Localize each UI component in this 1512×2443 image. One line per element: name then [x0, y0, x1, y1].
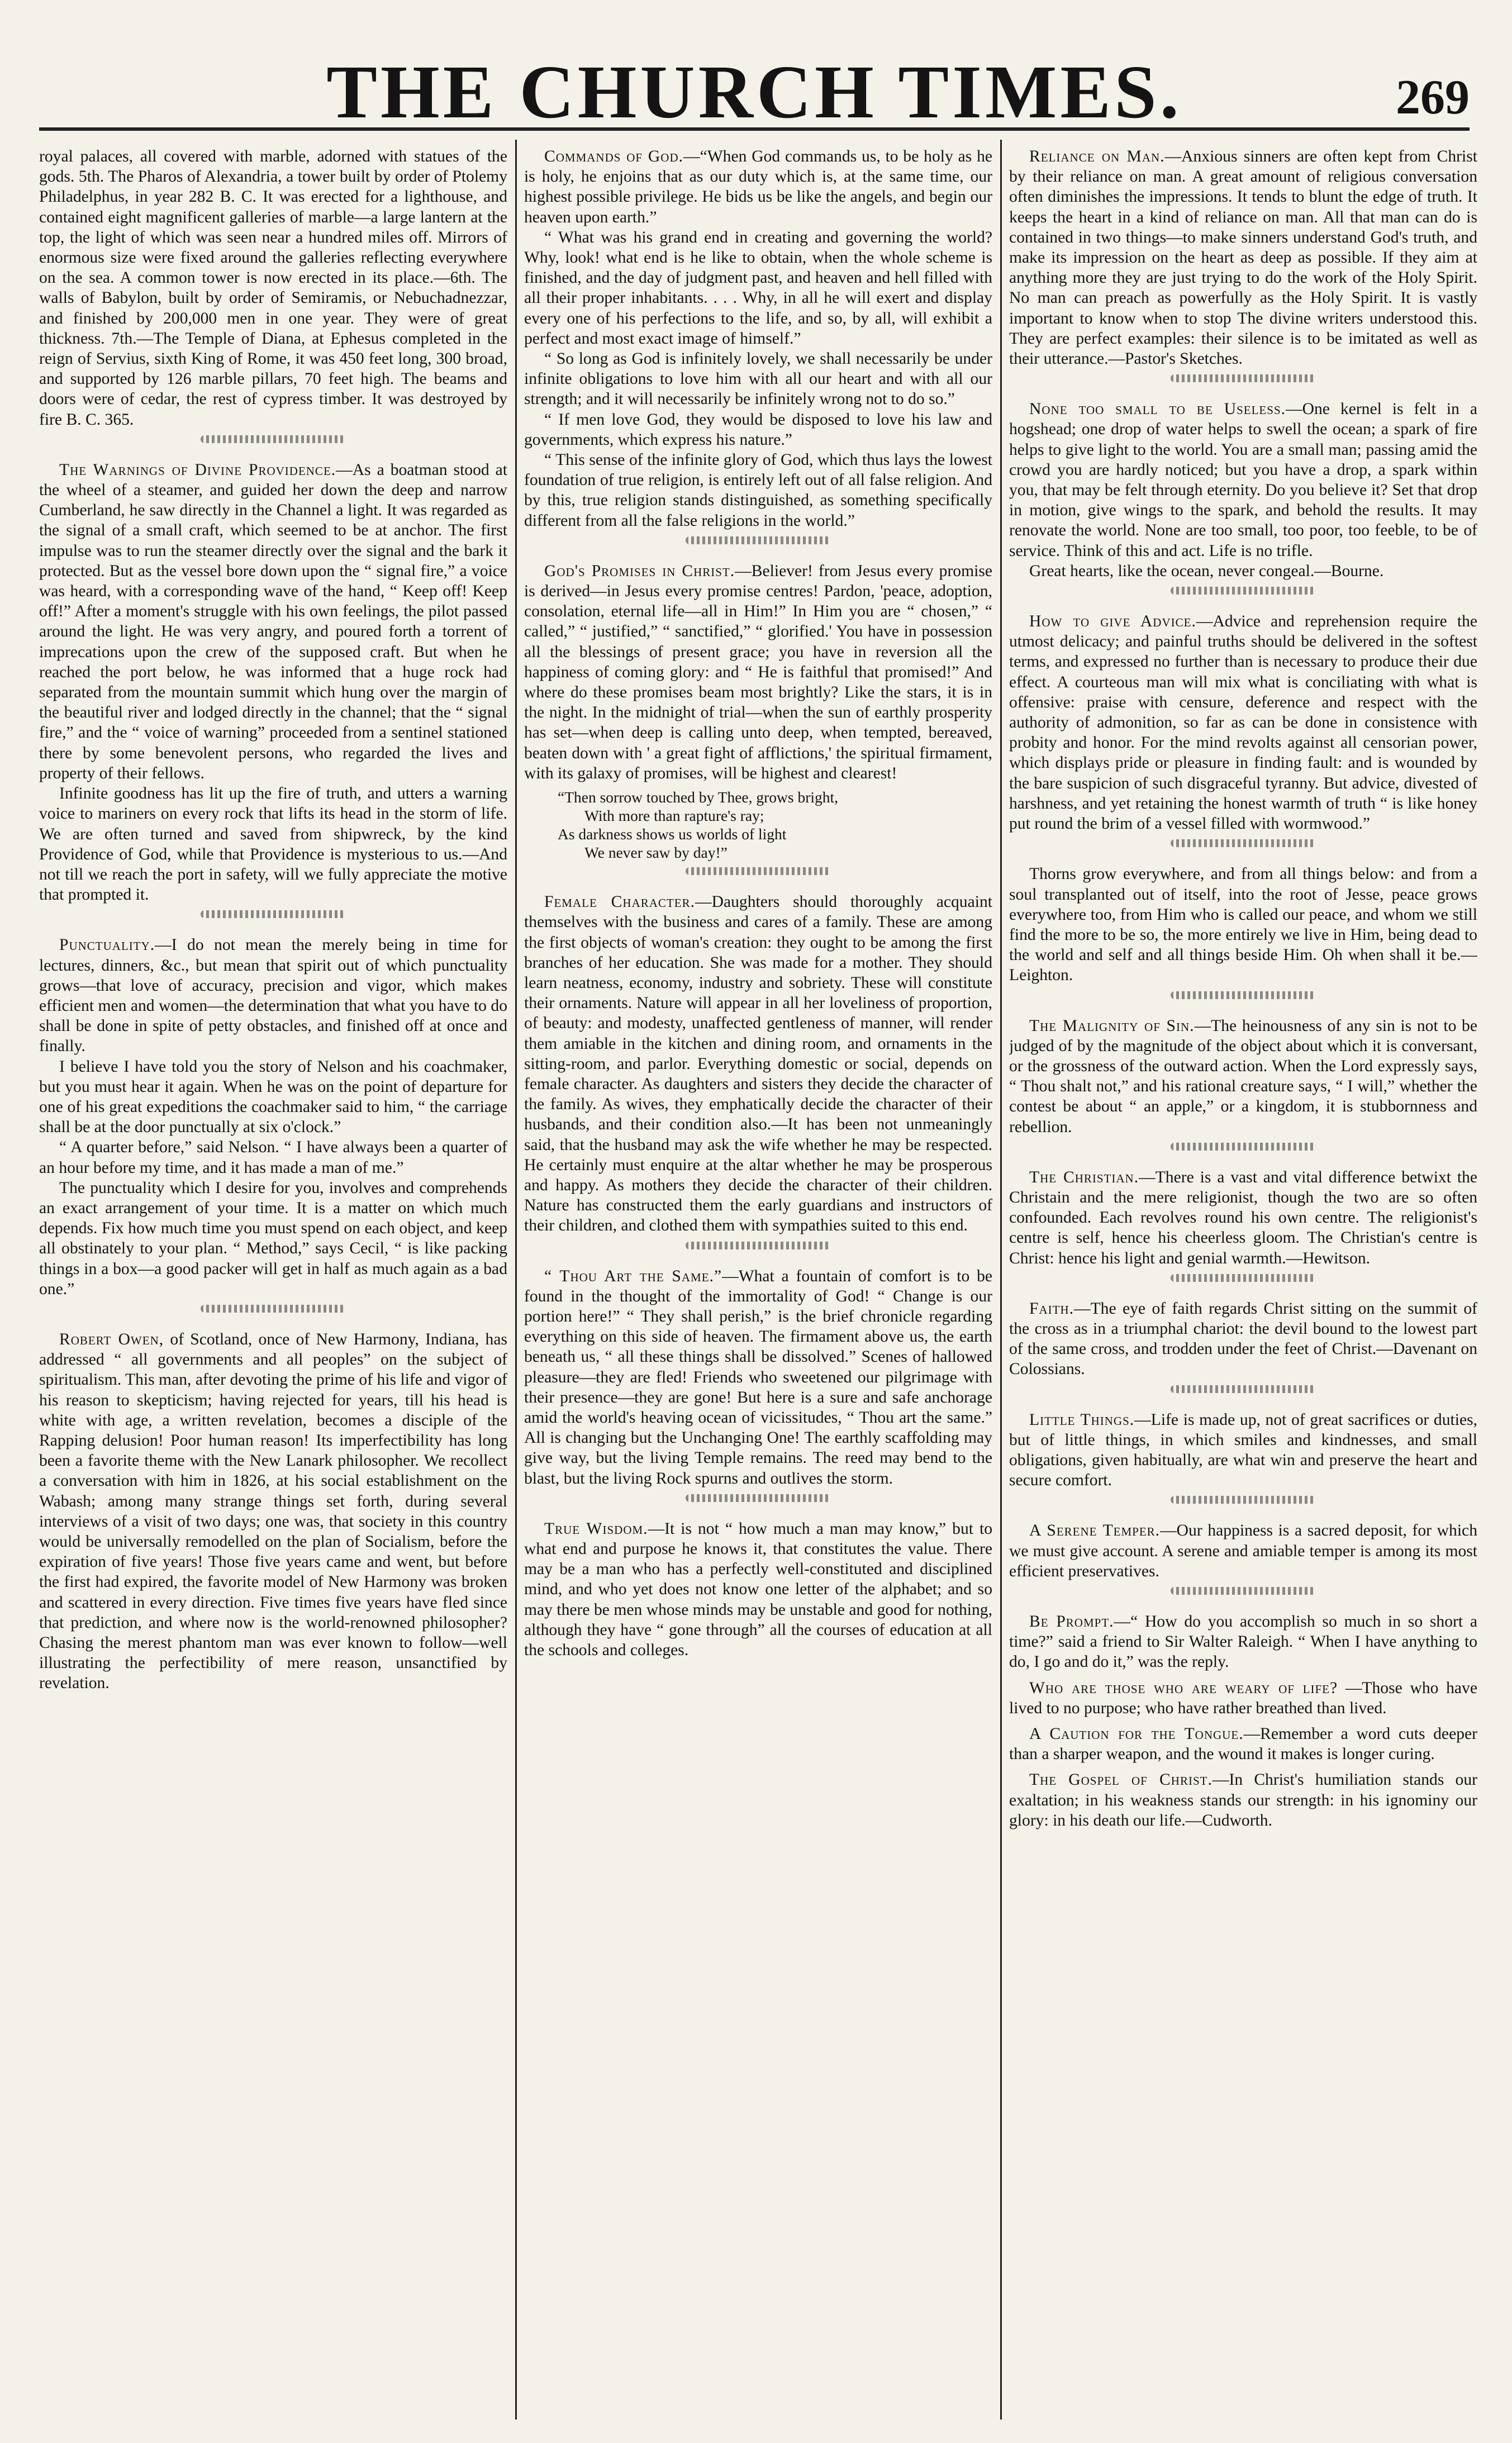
- article-warnings-of-providence: [39, 460, 507, 905]
- article-robert-owen: [39, 1329, 507, 1694]
- separator-ornament: [39, 910, 507, 935]
- article-body: royal palaces, all covered with marble, adorned with statues of the gods. 5th. The Pharos of Alexandria, a tower built by order of Ptolemy Philadelphus, in year 282 B. C. It was erected for a lighthouse, and contained eight magnificent galleries of marble—a large lantern at the top, the light of which was seen near a hundred miles off. Mirrors of enormous size were fixed around the galleries reflecting everywhere on the sea. A common tower is now erected in its place.—6th. The walls of Babylon, built by order of Semiramis, or Nebuchadnezzar, and finished by 200,000 men in one year. They were of great thickness. 7th.—The Temple of Diana, at Ephesus completed in the reign of Servius, sixth King of Rome, it was 450 feet long, 300 broad, and supported by 126 marble pillars, 70 feet high. The beams and doors were of cedar, the rest of cypress timber. It was destroyed by fire B. C. 365.: [39, 148, 507, 429]
- article-heading: Faith.: [1029, 1299, 1074, 1318]
- article-heading: The Malignity of Sin.: [1029, 1016, 1195, 1035]
- article-body: “ What was his grand end in creating and governing the world? Why, look! what end is he like to obtain, when the whole scheme is finished, and the day of judgment past, and heaven and hell filled with all their proper inhabitants. . . . Why, in all he will exert and display every one of his perfections to the life, and so, by all, will exhibit a perfect and most exact image of himself.”: [524, 228, 992, 348]
- article-heading: God's Promises in Christ.: [544, 562, 735, 580]
- article-body: “ A quarter before,” said Nelson. “ I have always been a quarter of an hour before my time, and it has made a man of me.”: [39, 1138, 507, 1177]
- separator-ornament: [1009, 839, 1477, 864]
- article-body: —The heinousness of any sin is not to be judged of by the magnitude of the object about which it is conversant, or the grossness of the outward action. When the Lord expressly says, “ Thou shalt not,” and his rational creature says, “ I will,” whether the contest be about “ an apple,” or a kingdom, it is stubbornness and rebellion.: [1009, 1016, 1477, 1136]
- article-body: —It is not “ how much a man may know,” but to what end and purpose he knows it, that constitutes the value. There may be a man who has a perfectly well-constituted and disciplined mind, and who yet does not know one letter of the alphabet; and so may there be men whose minds may be unstable and good for nothing, although they have “ gone through” all the courses of education at all the schools and colleges.: [524, 1519, 992, 1659]
- separator-ornament: [1009, 1274, 1477, 1299]
- article-heading: Reliance on Man.: [1029, 148, 1165, 165]
- article-heading: How to give Advice.: [1029, 612, 1196, 631]
- article-weary-of-life: [1009, 1678, 1477, 1718]
- separator-ornament: [524, 1494, 992, 1519]
- article-heading: The Gospel of Christ.: [1029, 1771, 1213, 1789]
- verse-line: We never saw by day!”: [584, 844, 728, 862]
- article-body: —Daughters should thoroughly acquaint themselves with the business and cares of a family. These are among the first objects of woman's creation: they ought to be among the first branches of her education. She was made for a mother. They should learn neatness, economy, industry and sobriety. These will constitute their ornaments. Nature will appear in all her loveliness of proportion, of beauty: and modesty, unaffected gentleness of manner, will render them amiable in the kitchen and dining room, and ornaments in the sitting-room, and parlor. Everything domestic or social, depends on female character. As daughters and sisters they decide the character of the family. As wives, they emphatically decide the character of their husbands, and their condition also.—It has been not unmeaningly said, that the husband may ask the wife whether he may be respected. He certainly must enquire at the altar whether he may be prosperous and happy. As mothers they decide the character of their children. Nature has constructed them the early guardians and instructors of their children, and clothed them with sympathies suited to this end.: [524, 893, 992, 1235]
- article-body: —In Christ's humiliation stands our exaltation; in his weakness stands our strength: in his ignominy our glory: in his death our life.—Cudworth.: [1009, 1771, 1477, 1829]
- column-1: [39, 146, 507, 2409]
- article-heading: Female Character.: [544, 893, 695, 911]
- separator-ornament: [1009, 1496, 1477, 1520]
- article-commands-of-god: [524, 146, 992, 531]
- article-heading: A Serene Temper.: [1029, 1522, 1161, 1540]
- article-thorns-grow: [1009, 864, 1477, 985]
- article-body: —Believer! from Jesus every promise is derived—in Jesus every promise centres! Pardon, 'peace, adoption, consolation, eternal life—all in Him!” In Him you are “ chosen,” “ called,” “ justified,” “ sanctified,” “ glorified.' You have in possession all the blessings of present grace; you have in reversion all the happiness of coming glory: and “ He is faithful that promised!” And where do these promises beam most brightly? Like the stars, it is in the night. In the midnight of trial—when the sun of earthly prosperity has set—when deep is calling unto deep, when tempted, bereaved, beaten down with ' a great fight of afflictions,' the spiritual firmament, with its galaxy of promises, will be highest and clearest!: [524, 562, 992, 782]
- article-punctuality: [39, 935, 507, 1299]
- article-heading: Little Things.: [1029, 1410, 1135, 1429]
- verse-quotation: [558, 788, 992, 862]
- newspaper-title: THE CHURCH TIMES.: [326, 50, 1182, 134]
- article-body: “ This sense of the infinite glory of God, which thus lays the lowest foundation of true religion, is entirely left out of all false religion. And by this, true religion stands distinguished, as something specifically different from all the false religions in the world.”: [524, 451, 992, 530]
- separator-ornament: [1009, 374, 1477, 399]
- separator-ornament: [1009, 587, 1477, 611]
- article-the-christian: [1009, 1167, 1477, 1268]
- article-body: “ If men love God, they would be disposed to love his law and governments, which express his nature.”: [524, 410, 992, 449]
- article-caution-for-tongue: [1009, 1724, 1477, 1764]
- article-malignity-of-sin: [1009, 1016, 1477, 1137]
- masthead: [39, 45, 1470, 151]
- column-rule: [1000, 140, 1002, 2420]
- article-body: of Scotland, once of New Harmony, Indiana, has addressed “ all governments and all peoples” on the subject of spiritualism. This man, after devoting the prime of his life and vigor of his reason to skepticism; having rejected for years, till his head is white with age, a written revelation, becomes a disciple of the Rapping delusion! Poor human reason! Its imperfectibility has long been a favorite theme with the New Lanark philosopher. We recollect a conversation with him in 1826, at his social establishment on the Wabash; among many strange things set forth, during several interviews of a visit of two days; one was, that society in this country would be universally remodelled on the plan of Socialism, before the expiration of five years! Those five years came and went, but before the first had expired, the favorite model of New Harmony was broken and scattered in every direction. Five times five years have fled since that prediction, and where now is the world-renowned philosopher? Chasing the merest phantom man was ever known to follow—well illustrating the perfectibility of mere reason, unsanctified by revelation.: [39, 1330, 507, 1693]
- article-female-character: [524, 892, 992, 1235]
- article-body: —As a boatman stood at the wheel of a steamer, and guided her down the deep and narrow Cumberland, he saw directly in the Channel a light. It was regarded as the signal of a small craft, which seemed to be at anchor. The first impulse was to run the steamer directly over the signal and the bark it protected. But as the vessel bore down upon the “ signal fire,” a voice was heard, with a corresponding wave of the hand, “ Keep off! Keep off!” After a moment's struggle with his own feelings, the pilot passed around the light. He was very angry, and poured forth a torrent of imprecations upon the crew of the supposed craft. But when he reached the port below, he was informed that a huge rock had separated from the mountain summit which hung over the margin of the beautiful river and lodged directly in the channel; that the “ signal fire,” and the “ voice of warning” proceeded from a sentinel stationed there by some benevolent persons, who regarded the lives and property of their fellows.: [39, 460, 507, 782]
- article-body: Thorns grow everywhere, and from all things below: and from a soul transplanted out of itself, into the root of Jesse, peace grows everywhere too, from Him who is called our peace, and whom we still find the more to be so, the more entirely we live in Him, being dead to the world and self and all things beside Him. Oh when shall it be.—Leighton.: [1009, 865, 1477, 985]
- article-body: “ So long as God is infinitely lovely, we shall necessarily be under infinite obligations to love him with all our heart and with all our strength; and it will necessarily be infinitely wrong not to do so.”: [524, 350, 992, 408]
- article-body: —Those who have lived to no purpose; who have rather breathed than lived.: [1009, 1679, 1477, 1717]
- article-heading: Robert Owen,: [59, 1330, 164, 1348]
- article-body: —“ How do you accomplish so much in so short a time?” said a friend to Sir Walter Raleigh. “ When I have anything to do, I go and do it,” was the reply.: [1009, 1612, 1477, 1671]
- separator-ornament: [39, 1305, 507, 1329]
- separator-ornament: [1009, 991, 1477, 1016]
- header-rule: [39, 127, 1470, 131]
- article-body: —I do not mean the merely being in time for lectures, dinners, &c., but mean that spirit out of which punctuality grows—that love of accuracy, precision and vigor, which makes efficient men and women—the determination that what you have to do shall be done in spite of petty obstacles, and finished off at once and finally.: [39, 936, 507, 1056]
- article-heading: Be Prompt.: [1029, 1612, 1114, 1631]
- article-true-wisdom: [524, 1519, 992, 1660]
- article-body: Great hearts, like the ocean, never congeal.—Bourne.: [1029, 562, 1384, 580]
- article-body: Infinite goodness has lit up the fire of truth, and utters a warning voice to mariners on every rock that lifts its head in the storm of life. We are often turned and saved from shipwreck, by the kind Providence of God, while that Providence is mysterious to us.—And not till we reach the port in safety, will we fully appreciate the motive that prompted it.: [39, 785, 507, 904]
- article-body: —Anxious sinners are often kept from Christ by their reliance on man. A great amount of religious conversation often diminishes the impressions. It tends to blunt the edge of truth. It keeps the heart in a kind of reliance on man. All that man can do is contained in two things—to make sinners understand God's truth, and make its impression on the heart as deep as possible. If they aim at anything more they are just trying to do the work of the Holy Spirit. No man can preach as powerfully as the Holy Spirit. It is vastly important to know when to stop The divine writers understood this. They are perfect examples: their silence is to be imitated as well as their utterance.—Pastor's Sketches.: [1009, 148, 1477, 368]
- article-body: I believe I have told you the story of Nelson and his coachmaker, but you must hear it again. When he was on the point of departure for one of his great expeditions the coachmaker said to him, “ the carriage shall be at the door punctually at six o'clock.”: [39, 1057, 507, 1137]
- column-3: [1009, 146, 1477, 2409]
- article-body: —Our happiness is a sacred deposit, for which we must give account. A serene and amiable temper is among its most efficient preservatives.: [1009, 1522, 1477, 1580]
- article-be-prompt: [1009, 1612, 1477, 1672]
- separator-ornament: [524, 867, 992, 892]
- article-heading: Punctuality.: [59, 936, 155, 954]
- article-gospel-of-christ: [1009, 1770, 1477, 1831]
- column-rule: [515, 140, 517, 2420]
- article-body: The punctuality which I desire for you, involves and comprehends an exact arrangement of your time. It is a matter on which much depends. Fix how much time you must spend on each object, and keep all obstinately to your plan. “ Method,” says Cecil, “ is like packing things in a box—a good packer will get in half as much again as a bad one.”: [39, 1178, 507, 1298]
- separator-ornament: [1009, 1385, 1477, 1410]
- article-body: —There is a vast and vital difference betwixt the Christain and the mere religionist, though the two are so often confounded. Each revolves round his own centre. The religionist's centre is self, hence his cheerless gloom. The Christian's centre is Christ: hence his light and genial warmth.—Hewitson.: [1009, 1168, 1477, 1267]
- separator-ornament: [1009, 1587, 1477, 1612]
- separator-ornament: [524, 536, 992, 561]
- article-heading: True Wisdom.: [544, 1519, 648, 1538]
- article-little-things: [1009, 1410, 1477, 1491]
- article-body: —The eye of faith regards Christ sitting on the summit of the cross as in a triumphal chariot: the devil bound to the lowest part of the same cross, and trodden under the feet of Christ.—Davenant on Colossians.: [1009, 1299, 1477, 1379]
- article-heading: The Christian.: [1029, 1168, 1139, 1186]
- article-body: —Remember a word cuts deeper than a sharper weapon, and the wound it makes is longer curing.: [1009, 1725, 1477, 1764]
- article-body: —“When God commands us, to be holy as he is holy, he enjoins that as our duty which is, at the same time, our highest possible privilege. He bids us be like the angels, and begin our heaven upon earth.”: [524, 148, 992, 226]
- article-heading: A Caution for the Tongue.: [1029, 1725, 1244, 1743]
- article-how-to-give-advice: [1009, 611, 1477, 834]
- article-body: —What a fountain of comfort is to be found in the thought of the immortality of God! “ Change is our portion here!” “ They shall perish,” is the brief chronicle regarding everything on this side of heaven. The firmament above us, the earth beneath us, “ all these things shall be dissolved.” Scenes of hallowed pleasure—they are fled! Friends who sweetened our pilgrimage with their presence—they are gone! But here is a sure and safe anchorage amid the world's heaving ocean of vicissitudes, “ Thou art the same.” All is changing but the Unchanging One! The earthly scaffolding may give way, but the living Temple remains. The reed may bend to the blast, but the living Rock spurns and outlives the storm.: [524, 1267, 992, 1487]
- article-body: —Advice and reprehension require the utmost delicacy; and painful truths should be delivered in the softest terms, and expressed no further than is necessary to produce their due effect. A courteous man will mix what is conciliating with what is offensive: praise with censure, deference and respect with the authority of admonition, so far as can be done in consistence with probity and honor. For the mind revolts against all censorian power, which displays pride or pleasure in finding fault: and is wounded by the bare suspicion of such disgraceful tyranny. But advice, divested of harshness, and yet retaining the honest warmth of truth “ is like honey put round the brim of a vessel filled with wormwood.”: [1009, 612, 1477, 833]
- verse-line: As darkness shows us worlds of light: [558, 825, 787, 843]
- article-heading: The Warnings of Divine Providence.: [59, 460, 336, 479]
- article-none-too-small: [1009, 399, 1477, 581]
- article-reliance-on-man: [1009, 146, 1477, 369]
- article-heading: None too small to be Useless.: [1029, 400, 1286, 419]
- article-serene-temper: [1009, 1520, 1477, 1581]
- article-heading: Who are those who are weary of life?: [1029, 1679, 1338, 1697]
- article-heading: “ Thou Art the Same.”: [544, 1267, 722, 1285]
- article-seven-wonders: [39, 146, 507, 430]
- article-thou-art-the-same: [524, 1266, 992, 1489]
- article-body: —Life is made up, not of great sacrifices or duties, but of little things, in which smiles and kindnesses, and small obligations, given habitually, are what win and preserve the heart and secure comfort.: [1009, 1410, 1477, 1490]
- verse-line: “Then sorrow touched by Thee, grows bright,: [558, 788, 839, 806]
- separator-ornament: [39, 435, 507, 460]
- column-2: [524, 146, 992, 2409]
- verse-line: With more than rapture's ray;: [584, 807, 764, 825]
- page-number: 269: [1396, 70, 1470, 125]
- article-faith: [1009, 1299, 1477, 1380]
- article-gods-promises: [524, 561, 992, 862]
- article-heading: Commands of God.: [544, 148, 684, 165]
- separator-ornament: [524, 1242, 992, 1266]
- article-body: —One kernel is felt in a hogshead; one drop of water helps to swell the ocean; a spark of fire helps to give light to the world. You are a small man; passing amid the crowd you are hardly noticed; but you have a drop, a spark within you, that may be felt through eternity. Do you believe it? Set that drop in motion, give wings to the spark, and behold the results. It may renovate the world. None are too small, too poor, too feeble, to be of service. Think of this and act. Life is no trifle.: [1009, 400, 1477, 560]
- separator-ornament: [1009, 1143, 1477, 1167]
